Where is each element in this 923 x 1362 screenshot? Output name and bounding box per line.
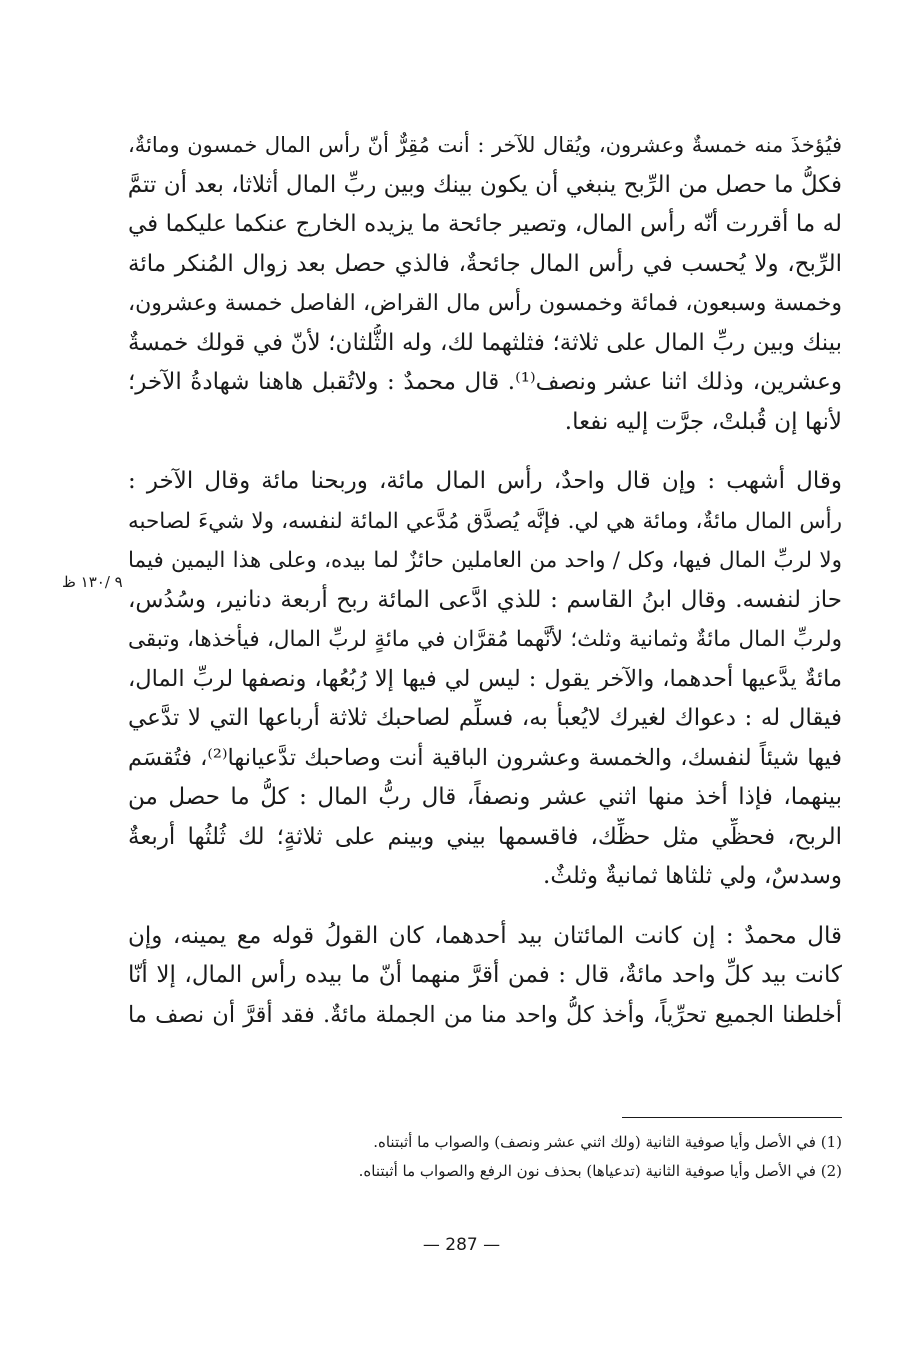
text-line: وقال أشهب : وإن قال واحدٌ، رأس المال مائة، وربحنا مائة وقال الآخر : — [128, 468, 842, 494]
text-line: ولا لربِّ المال فيها، وكل / واحد من العاملين حائزٌ لما بيده، وعلى هذا اليمين فيما — [128, 548, 842, 573]
text-line: فكلُّ ما حصل من الرِّبح ينبغي أن يكون بينك وبين ربِّ المال أثلاثا، بعد أن تتمَّ — [128, 171, 842, 198]
text-line: رأس المال مائةٌ، ومائة هي لي. فإنَّه يُصدَّق مُدَّعي المائة لنفسه، ولا شيءَ لصاحبه — [128, 508, 842, 534]
paragraph-gap — [128, 442, 842, 462]
text-line: له ما أقررت أنّه رأس المال، وتصير جائحة ما يزيده الخارج عنكما عليكما في — [128, 211, 842, 237]
paragraph-gap — [128, 897, 842, 917]
text-line: ولربِّ المال مائةٌ وثمانية وثلث؛ لأنَّهما مُقرَّان في مائةٍ لربِّ المال، فيأخذها، وتبقى — [128, 627, 842, 652]
text-line: قال محمدٌ : إن كانت المائتان بيد أحدهما، كان القولُ قوله مع يمينه، وإن — [128, 922, 842, 949]
text-line: بينهما، فإذا أخذ منها اثني عشر ونصفاً، قال ربُّ المال : كلُّ ما حصل من — [128, 784, 842, 810]
paragraph-3 — [128, 917, 842, 1036]
text-line: فيقال له : دعواك لغيرك لايُعبأ به، فسلِّم لصاحبك ثلاثة أرباعها التي لا تدَّعي — [128, 705, 842, 731]
manuscript-folio-marker: ٩ /١٣٠ ظ — [62, 573, 123, 591]
text-line: حاز لنفسه. وقال ابنُ القاسم : للذي ادَّعى المائة ربح أربعة دنانير، وسُدُس، — [128, 586, 842, 613]
text-line: كانت بيد كلِّ واحد مائةٌ، قال : فمن أقرَّ منهما أنّ ما بيده رأس المال، إلا أنّا — [128, 962, 842, 988]
text-line: لأنها إن قُبلتْ، جرَّت إليه نفعا. — [564, 408, 842, 435]
page-number: — 287 — — [422, 1235, 501, 1255]
footnote-2: (2) في الأصل وأيا صوفية الثانية (تدعياها) بحذف نون الرفع والصواب ما أثبتناه. — [358, 1162, 842, 1180]
footnote-divider — [622, 1117, 842, 1118]
text-line: فيها شيئاً لنفسك، والخمسة وعشرون الباقية أنت وصاحبك تدَّعيانها⁽²⁾، فتُقسَم — [128, 744, 842, 771]
text-line: أخلطنا الجميع تحرِّياً، وأخذ كلُّ واحد منا من الجملة مائةٌ. فقد أقرَّ أن نصف ما — [128, 1001, 842, 1028]
text-line: وعشرين، وذلك اثنا عشر ونصف⁽¹⁾. قال محمدٌ : ولاتُقبل هاهنا شهادةُ الآخر؛ — [128, 369, 842, 395]
text-line: وخمسة وسبعون، فمائة وخمسون رأس مال القراض، الفاصل خمسة وعشرون، — [128, 291, 842, 316]
text-line: بينك وبين ربِّ المال على ثلاثة؛ فثلثهما لك، وله الثُّلثان؛ لأنّ في قولك خمسةٌ — [128, 329, 842, 356]
text-line: الربح، فحظِّي مثل حظِّك، فاقسمها بيني وبينم على ثلاثةٍ؛ لك ثُلثُها أربعةٌ — [128, 823, 842, 850]
main-text — [128, 126, 842, 1035]
text-line: فيُؤخذَ منه خمسةٌ وعشرون، ويُقال للآخر : أنت مُقِرٌّ أنّ رأس المال خمسون ومائةٌ، — [128, 133, 842, 157]
paragraph-1 — [128, 126, 842, 442]
paragraph-2 — [128, 462, 842, 897]
footnote-1: (1) في الأصل وأيا صوفية الثانية (ولك اثني عشر ونصف) والصواب ما أثبتناه. — [373, 1133, 842, 1151]
text-line: مائةٌ يدَّعيها أحدهما، والآخر يقول : ليس لي فيها إلا رُبُعُها، ونصفها لربِّ المال، — [128, 665, 842, 692]
text-line: الرِّبح، ولا يُحسب في رأس المال جائحةٌ، فالذي حصل بعد زوال المُنكر مائة — [128, 250, 842, 277]
text-line: وسدسٌ، ولي ثلثاها ثمانيةٌ وثلثٌ. — [543, 863, 842, 889]
footnotes — [128, 1128, 842, 1186]
